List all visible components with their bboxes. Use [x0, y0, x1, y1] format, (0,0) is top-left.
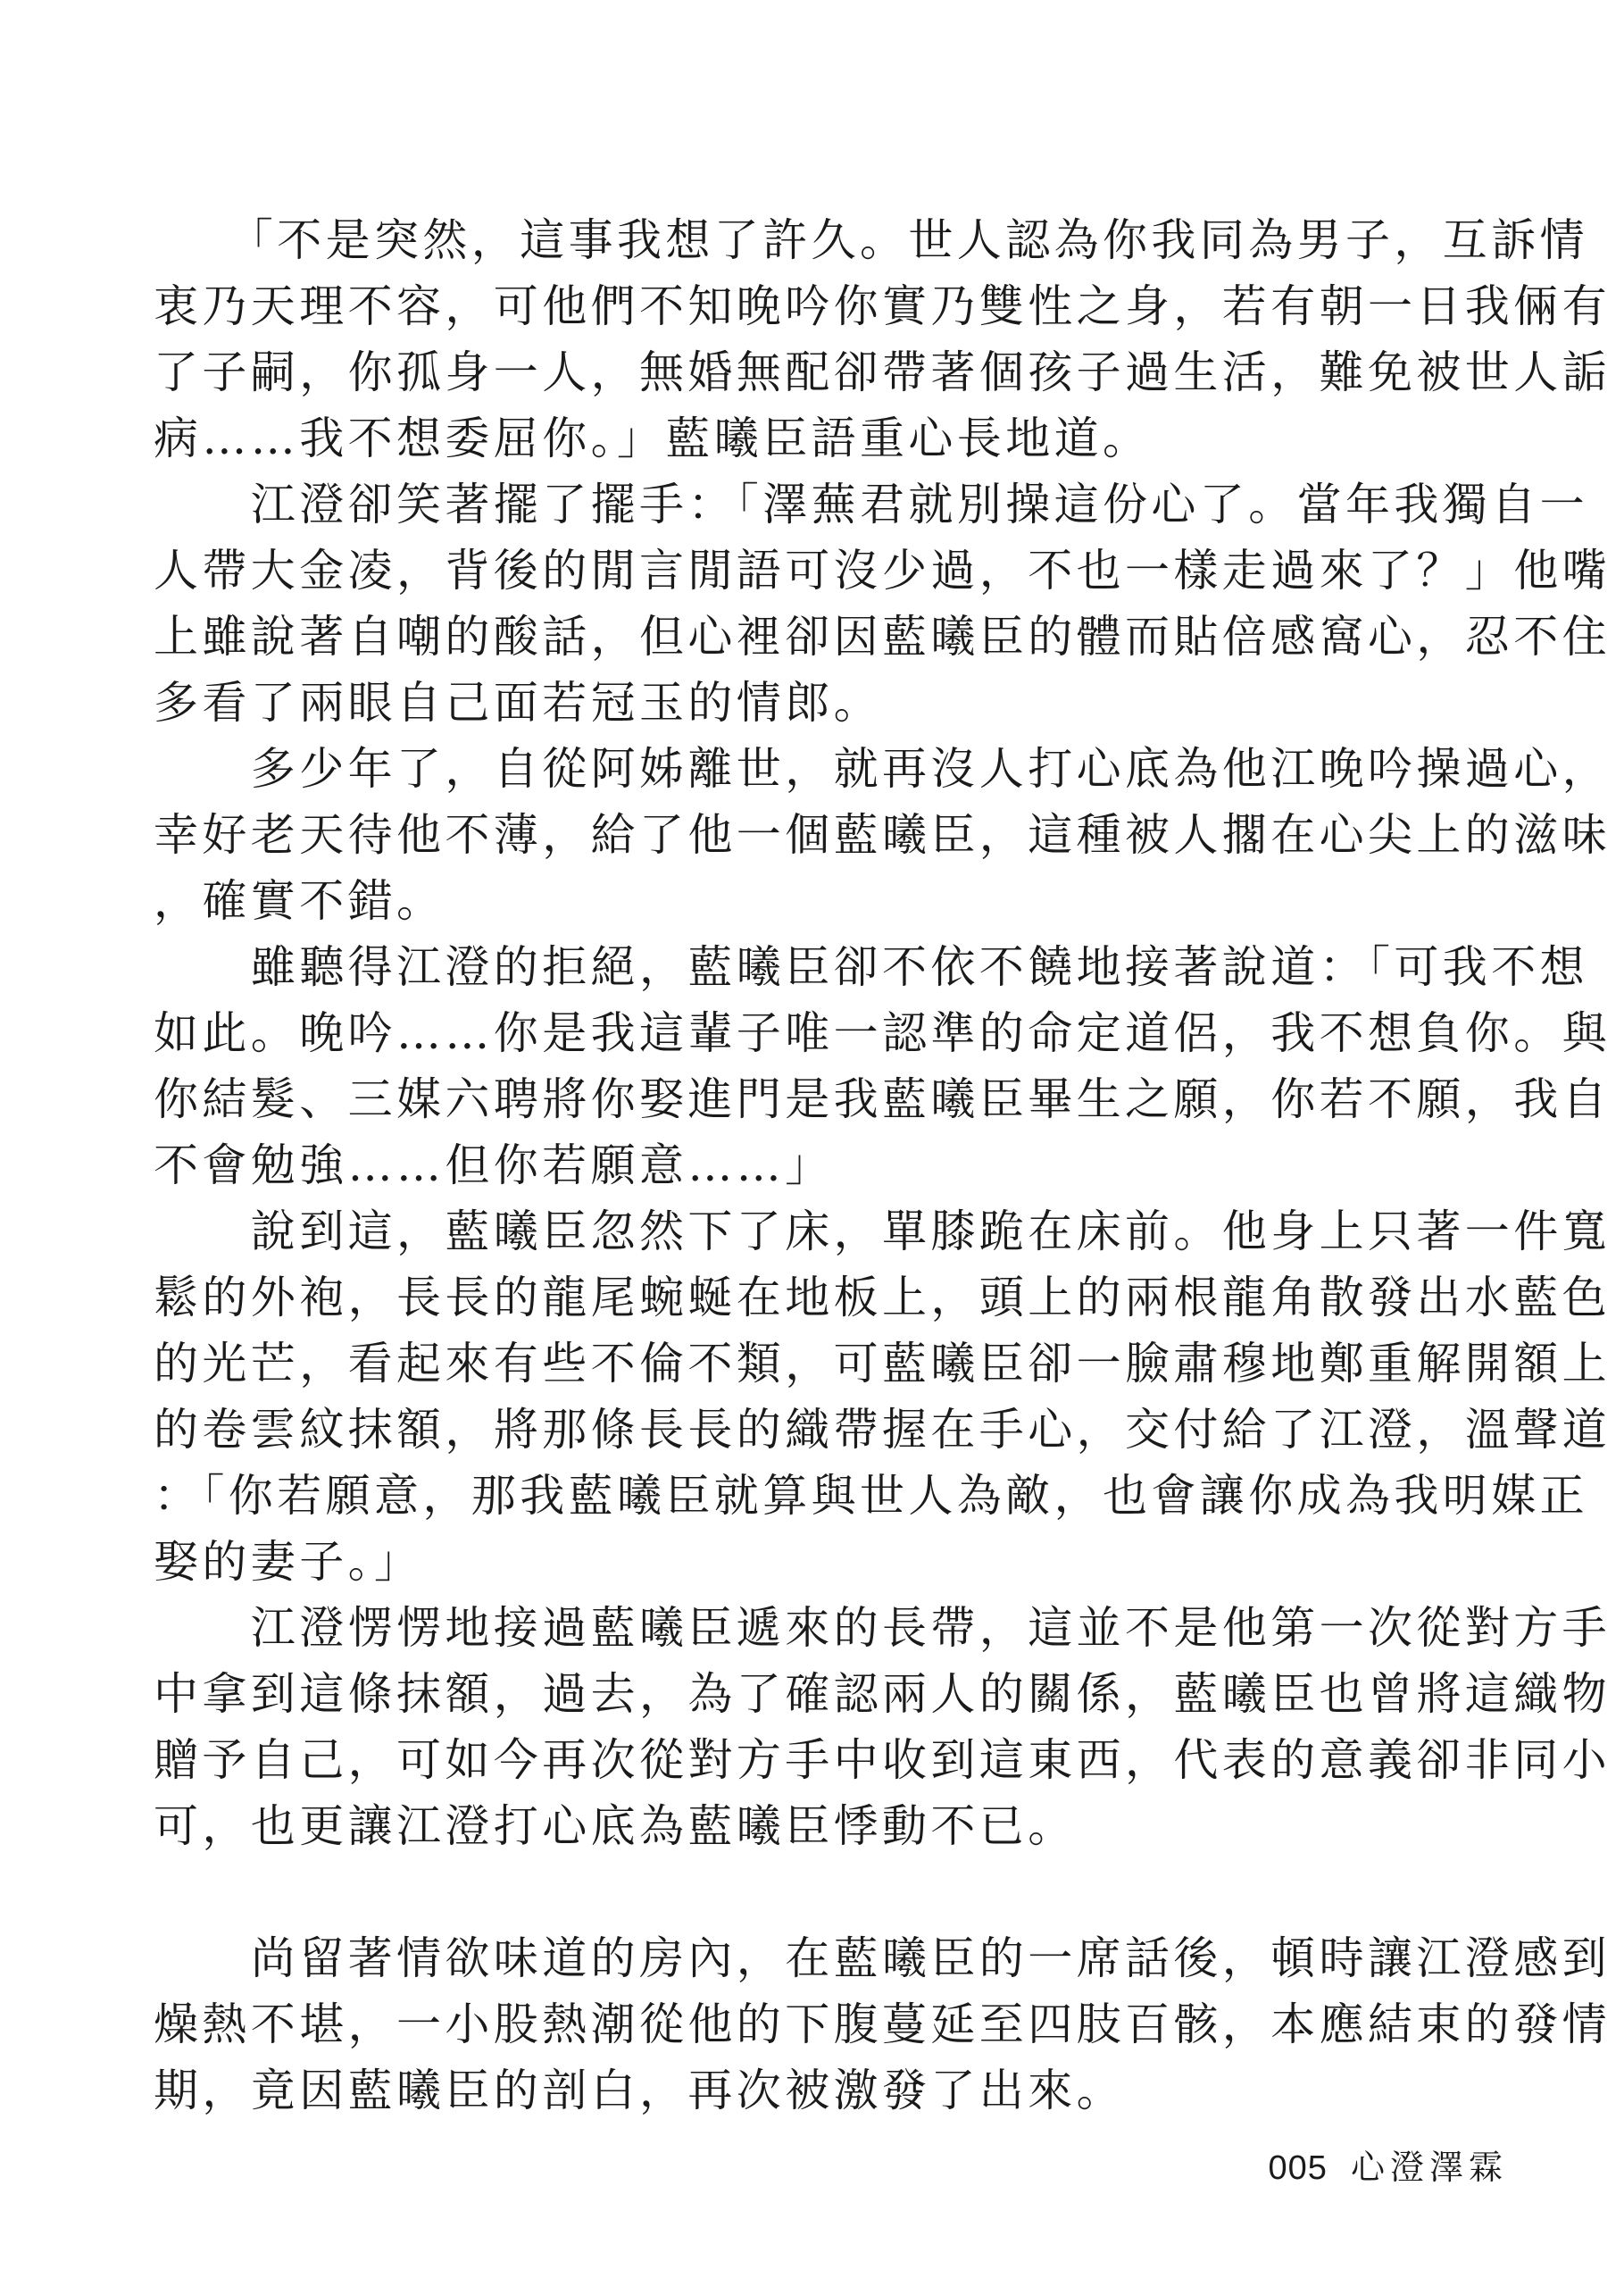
text-line: 你結髮、三媒六聘將你娶進門是我藍曦臣畢生之願，你若不願，我自: [154, 1073, 1611, 1125]
text-line: 燥熱不堪，一小股熱潮從他的下腹蔓延至四肢百骸，本應結束的發情: [154, 1998, 1611, 2050]
text-line: ，確實不錯。: [154, 875, 446, 927]
paragraph: [154, 934, 1611, 1198]
text-line: ：「你若願意，那我藍曦臣就算與世人為敵，也會讓你成為我明媒正: [154, 1470, 1588, 1522]
text-line: 贈予自己，可如今再次從對方手中收到這東西，代表的意義卻非同小: [154, 1734, 1611, 1786]
text-line: 人帶大金凌，背後的閒言閒語可沒少過，不也一樣走過來了？」他嘴: [154, 545, 1611, 597]
body-text: [154, 207, 1611, 2124]
page-footer: [1268, 2145, 1508, 2190]
text-line: 鬆的外袍，長長的龍尾蜿蜒在地板上，頭上的兩根龍角散發出水藍色: [154, 1272, 1611, 1323]
text-line: 江澄卻笑著擺了擺手：「澤蕪君就別操這份心了。當年我獨自一: [154, 479, 1588, 530]
text-line: 多少年了，自從阿姊離世，就再沒人打心底為他江晚吟操過心，: [154, 743, 1611, 795]
page-number: 005: [1268, 2149, 1328, 2187]
text-line: 上雖說著自嘲的酸話，但心裡卻因藍曦臣的體而貼倍感窩心，忍不住: [154, 611, 1611, 663]
text-line: 如此。晚吟……你是我這輩子唯一認準的命定道侶，我不想負你。與: [154, 1007, 1611, 1059]
text-line: 病……我不想委屈你。」藍曦臣語重心長地道。: [154, 413, 1152, 464]
text-line: 雖聽得江澄的拒絕，藍曦臣卻不依不饒地接著說道：「可我不想: [154, 941, 1588, 993]
text-line: 江澄愣愣地接過藍曦臣遞來的長帶，這並不是他第一次從對方手: [154, 1602, 1611, 1654]
text-line: 了子嗣，你孤身一人，無婚無配卻帶著個孩子過生活，難免被世人詬: [154, 346, 1611, 398]
paragraph-gap: [154, 1859, 1475, 1925]
text-line: 「不是突然，這事我想了許久。世人認為你我同為男子，互訴情: [154, 214, 1588, 266]
paragraph: [154, 1198, 1611, 1595]
paragraph: [154, 736, 1611, 934]
paragraph: [154, 207, 1611, 471]
text-line: 幸好老天待他不薄，給了他一個藍曦臣，這種被人擱在心尖上的滋味: [154, 809, 1611, 861]
paragraph: [154, 1595, 1611, 1859]
text-line: 說到這，藍曦臣忽然下了床，單膝跪在床前。他身上只著一件寬: [154, 1206, 1611, 1257]
text-line: 多看了兩眼自己面若冠玉的情郎。: [154, 677, 882, 729]
text-line: 不會勉強……但你若願意……」: [154, 1139, 834, 1191]
book-title: 心澄澤霖: [1350, 2148, 1508, 2187]
text-line: 娶的妻子。」: [154, 1536, 423, 1588]
text-line: 可，也更讓江澄打心底為藍曦臣悸動不已。: [154, 1800, 1077, 1852]
text-line: 中拿到這條抹額，過去，為了確認兩人的關係，藍曦臣也曾將這織物: [154, 1668, 1611, 1720]
text-line: 的光芒，看起來有些不倫不類，可藍曦臣卻一臉肅穆地鄭重解開額上: [154, 1338, 1611, 1389]
text-line: 期，竟因藍曦臣的剖白，再次被激發了出來。: [154, 2065, 1125, 2116]
text-line: 尚留著情欲味道的房內，在藍曦臣的一席話後，頓時讓江澄感到: [154, 1932, 1611, 1984]
text-line: 衷乃天理不容，可他們不知晚吟你實乃雙性之身，若有朝一日我倆有: [154, 280, 1611, 332]
paragraph: [154, 471, 1611, 736]
text-line: 的卷雲紋抹額，將那條長長的織帶握在手心，交付給了江澄，溫聲道: [154, 1404, 1611, 1456]
paragraph: [154, 1925, 1611, 2124]
